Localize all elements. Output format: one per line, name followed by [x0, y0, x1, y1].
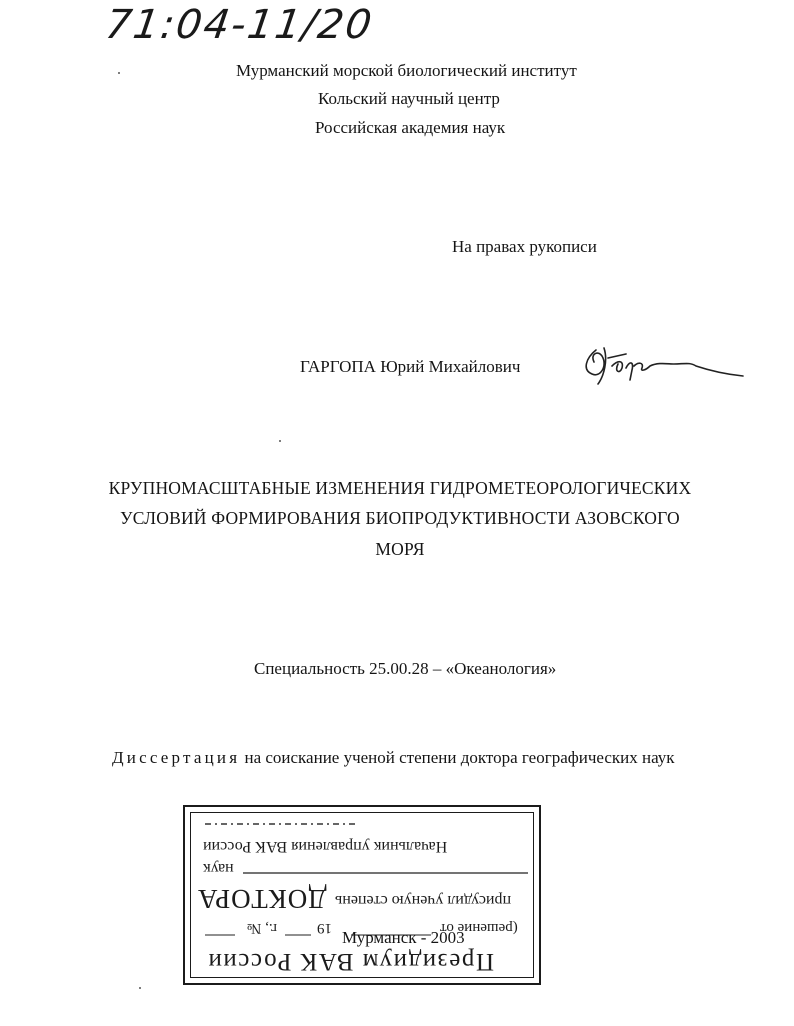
stamp-top-fragment [205, 819, 365, 829]
institution-center: Кольский научный центр [318, 89, 500, 108]
mark-3 [139, 987, 141, 989]
institution-academy: Российская академия наук [315, 118, 506, 137]
stamp-award: присудил ученую степень [335, 892, 512, 909]
stamp-number: г., № [247, 920, 278, 936]
stamp-header: Президиум ВАК России [207, 948, 494, 975]
stamp-science: наук [203, 860, 234, 877]
rights-note: На правах рукописи [452, 237, 597, 256]
stamp-degree: ДОКТОРА [197, 884, 327, 914]
institution-name: Мурманский морской биологический институт [236, 61, 577, 80]
degree-rest: на соискание ученой степени доктора географических наук [244, 748, 675, 767]
author-name: ГАРГОПА Юрий Михайлович [300, 357, 521, 376]
stamp-chief: Начальник управления ВАК России [203, 838, 448, 855]
stamp-date: 19 [317, 920, 332, 936]
mark-2 [279, 440, 281, 442]
vak-stamp [183, 805, 541, 985]
degree-word: Диссертация [112, 748, 241, 767]
title-line-3: МОРЯ [375, 539, 425, 559]
title-line-1: КРУПНОМАСШТАБНЫЕ ИЗМЕНЕНИЯ ГИДРОМЕТЕОРОЛОГИЧЕСКИХ [108, 478, 692, 498]
place-year: Мурманск - 2003 [342, 928, 465, 947]
stamp-science-blank [243, 871, 533, 875]
mark-1 [118, 72, 120, 74]
title-line-2: УСЛОВИЙ ФОРМИРОВАНИЯ БИОПРОДУКТИВНОСТИ АЗОВСКОГО [120, 508, 680, 528]
degree-line [112, 748, 675, 768]
signature [578, 340, 748, 388]
stamp-decision: (решение от [440, 920, 518, 936]
speciality: Специальность 25.00.28 – «Океанология» [254, 659, 557, 678]
handwritten-catalogue-number: 71:04-11/20 [102, 2, 377, 48]
